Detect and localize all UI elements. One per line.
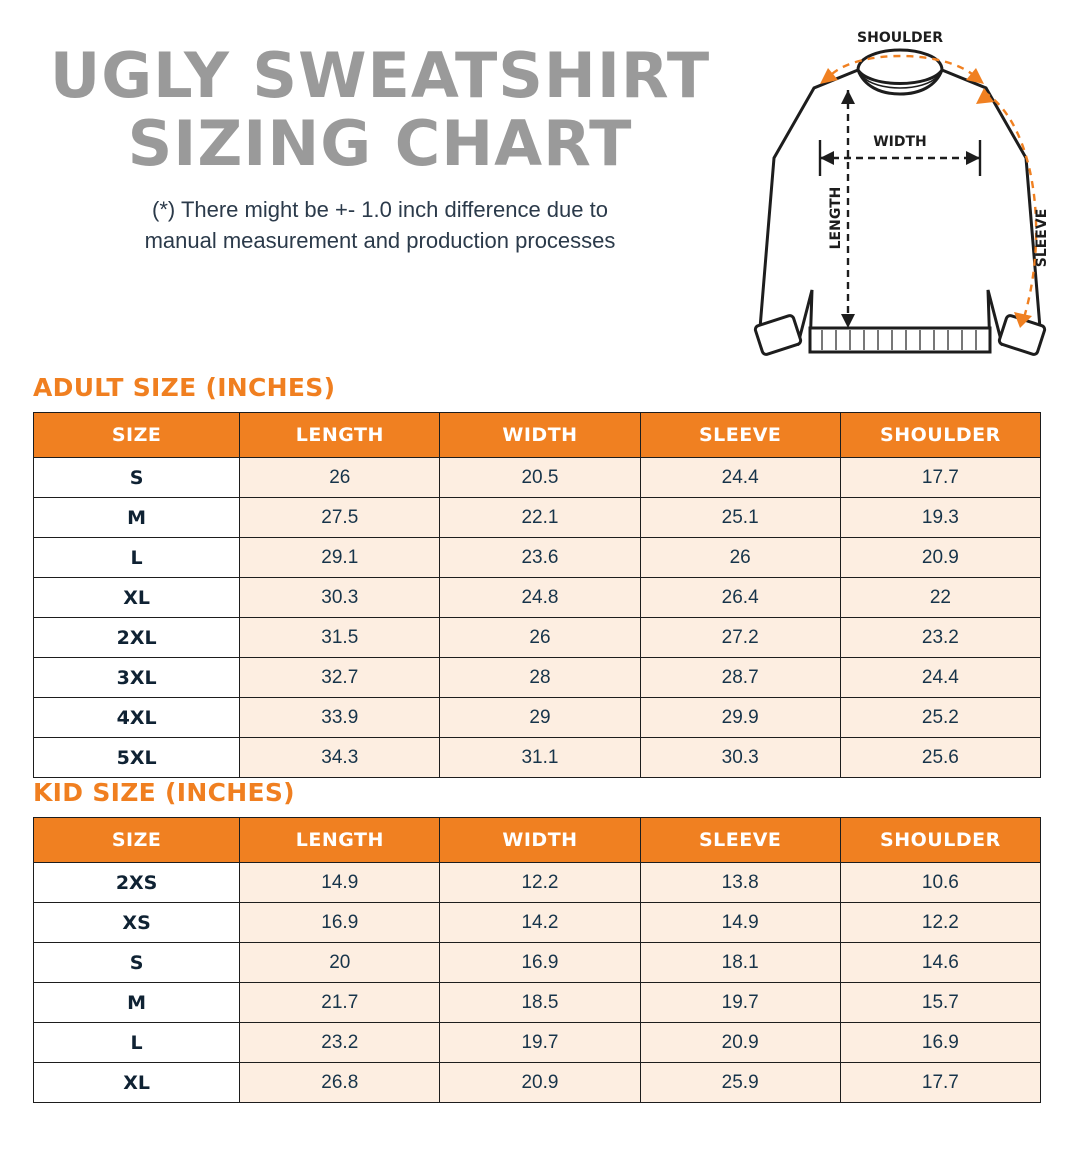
cell-size: XL <box>34 1063 240 1103</box>
cell-length: 27.5 <box>240 498 440 538</box>
cell-shoulder: 23.2 <box>840 618 1040 658</box>
page-title-line-2: SIZING CHART <box>127 107 633 180</box>
cell-width: 19.7 <box>440 1023 640 1063</box>
cell-sleeve: 29.9 <box>640 698 840 738</box>
cell-width: 12.2 <box>440 863 640 903</box>
sweatshirt-diagram <box>740 28 1060 368</box>
cell-width: 14.2 <box>440 903 640 943</box>
cell-size: XS <box>34 903 240 943</box>
cell-sleeve: 20.9 <box>640 1023 840 1063</box>
cell-size: S <box>34 458 240 498</box>
cell-length: 30.3 <box>240 578 440 618</box>
kid-section-title: KID SIZE (INCHES) <box>33 778 295 807</box>
cell-width: 29 <box>440 698 640 738</box>
adult-size-table <box>33 412 1041 778</box>
cell-width: 22.1 <box>440 498 640 538</box>
cell-size: 5XL <box>34 738 240 778</box>
cell-shoulder: 25.6 <box>840 738 1040 778</box>
cell-length: 29.1 <box>240 538 440 578</box>
cell-length: 33.9 <box>240 698 440 738</box>
cell-width: 20.9 <box>440 1063 640 1103</box>
diagram-label-sleeve: SLEEVE <box>1034 208 1050 268</box>
cell-size: M <box>34 498 240 538</box>
column-header-size: SIZE <box>34 818 240 863</box>
cell-size: 3XL <box>34 658 240 698</box>
table-row <box>34 943 1041 983</box>
column-header-length: LENGTH <box>240 818 440 863</box>
kid-size-table <box>33 817 1041 1103</box>
disclaimer-line-1: (*) There might be +- 1.0 inch difference due to <box>152 197 608 222</box>
cell-size: 4XL <box>34 698 240 738</box>
cell-length: 31.5 <box>240 618 440 658</box>
cell-width: 28 <box>440 658 640 698</box>
cell-shoulder: 12.2 <box>840 903 1040 943</box>
cell-size: 2XL <box>34 618 240 658</box>
cell-shoulder: 24.4 <box>840 658 1040 698</box>
cell-width: 24.8 <box>440 578 640 618</box>
cell-shoulder: 14.6 <box>840 943 1040 983</box>
cell-length: 26 <box>240 458 440 498</box>
cell-sleeve: 30.3 <box>640 738 840 778</box>
table-row <box>34 863 1041 903</box>
cell-length: 21.7 <box>240 983 440 1023</box>
cell-sleeve: 18.1 <box>640 943 840 983</box>
cell-shoulder: 19.3 <box>840 498 1040 538</box>
cell-sleeve: 24.4 <box>640 458 840 498</box>
cell-sleeve: 25.9 <box>640 1063 840 1103</box>
table-row <box>34 538 1041 578</box>
cell-sleeve: 27.2 <box>640 618 840 658</box>
table-header-row <box>34 413 1041 458</box>
diagram-label-width: WIDTH <box>873 134 927 150</box>
cell-size: L <box>34 1023 240 1063</box>
column-header-sleeve: SLEEVE <box>640 413 840 458</box>
cell-width: 23.6 <box>440 538 640 578</box>
column-header-length: LENGTH <box>240 413 440 458</box>
diagram-label-length: LENGTH <box>828 186 844 250</box>
cell-length: 20 <box>240 943 440 983</box>
cell-size: XL <box>34 578 240 618</box>
column-header-sleeve: SLEEVE <box>640 818 840 863</box>
page-title-line-1: UGLY SWEATSHIRT <box>49 39 711 112</box>
adult-section-title: ADULT SIZE (INCHES) <box>33 373 336 402</box>
column-header-shoulder: SHOULDER <box>840 818 1040 863</box>
cell-sleeve: 14.9 <box>640 903 840 943</box>
cell-length: 34.3 <box>240 738 440 778</box>
table-row <box>34 903 1041 943</box>
cell-sleeve: 13.8 <box>640 863 840 903</box>
cell-sleeve: 19.7 <box>640 983 840 1023</box>
cell-shoulder: 22 <box>840 578 1040 618</box>
table-row <box>34 618 1041 658</box>
cell-sleeve: 26 <box>640 538 840 578</box>
cell-sleeve: 26.4 <box>640 578 840 618</box>
disclaimer-text <box>30 194 730 256</box>
cell-length: 14.9 <box>240 863 440 903</box>
cell-shoulder: 17.7 <box>840 1063 1040 1103</box>
cell-shoulder: 25.2 <box>840 698 1040 738</box>
diagram-label-shoulder: SHOULDER <box>857 30 943 46</box>
cell-length: 32.7 <box>240 658 440 698</box>
cell-size: 2XS <box>34 863 240 903</box>
table-row <box>34 698 1041 738</box>
cell-shoulder: 16.9 <box>840 1023 1040 1063</box>
column-header-width: WIDTH <box>440 818 640 863</box>
cell-sleeve: 28.7 <box>640 658 840 698</box>
table-row <box>34 1063 1041 1103</box>
table-row <box>34 458 1041 498</box>
column-header-width: WIDTH <box>440 413 640 458</box>
cell-shoulder: 17.7 <box>840 458 1040 498</box>
cell-width: 26 <box>440 618 640 658</box>
cell-width: 31.1 <box>440 738 640 778</box>
header <box>0 0 1074 370</box>
cell-width: 18.5 <box>440 983 640 1023</box>
table-row <box>34 983 1041 1023</box>
table-row <box>34 1023 1041 1063</box>
cell-size: L <box>34 538 240 578</box>
table-row <box>34 578 1041 618</box>
cell-size: M <box>34 983 240 1023</box>
disclaimer-line-2: manual measurement and production processes <box>144 228 616 253</box>
cell-length: 23.2 <box>240 1023 440 1063</box>
cell-shoulder: 20.9 <box>840 538 1040 578</box>
cell-shoulder: 15.7 <box>840 983 1040 1023</box>
table-row <box>34 738 1041 778</box>
cell-width: 16.9 <box>440 943 640 983</box>
column-header-shoulder: SHOULDER <box>840 413 1040 458</box>
table-header-row <box>34 818 1041 863</box>
title-block <box>30 39 730 256</box>
cell-length: 26.8 <box>240 1063 440 1103</box>
cell-sleeve: 25.1 <box>640 498 840 538</box>
cell-shoulder: 10.6 <box>840 863 1040 903</box>
cell-size: S <box>34 943 240 983</box>
cell-width: 20.5 <box>440 458 640 498</box>
column-header-size: SIZE <box>34 413 240 458</box>
cell-length: 16.9 <box>240 903 440 943</box>
table-row <box>34 658 1041 698</box>
table-row <box>34 498 1041 538</box>
